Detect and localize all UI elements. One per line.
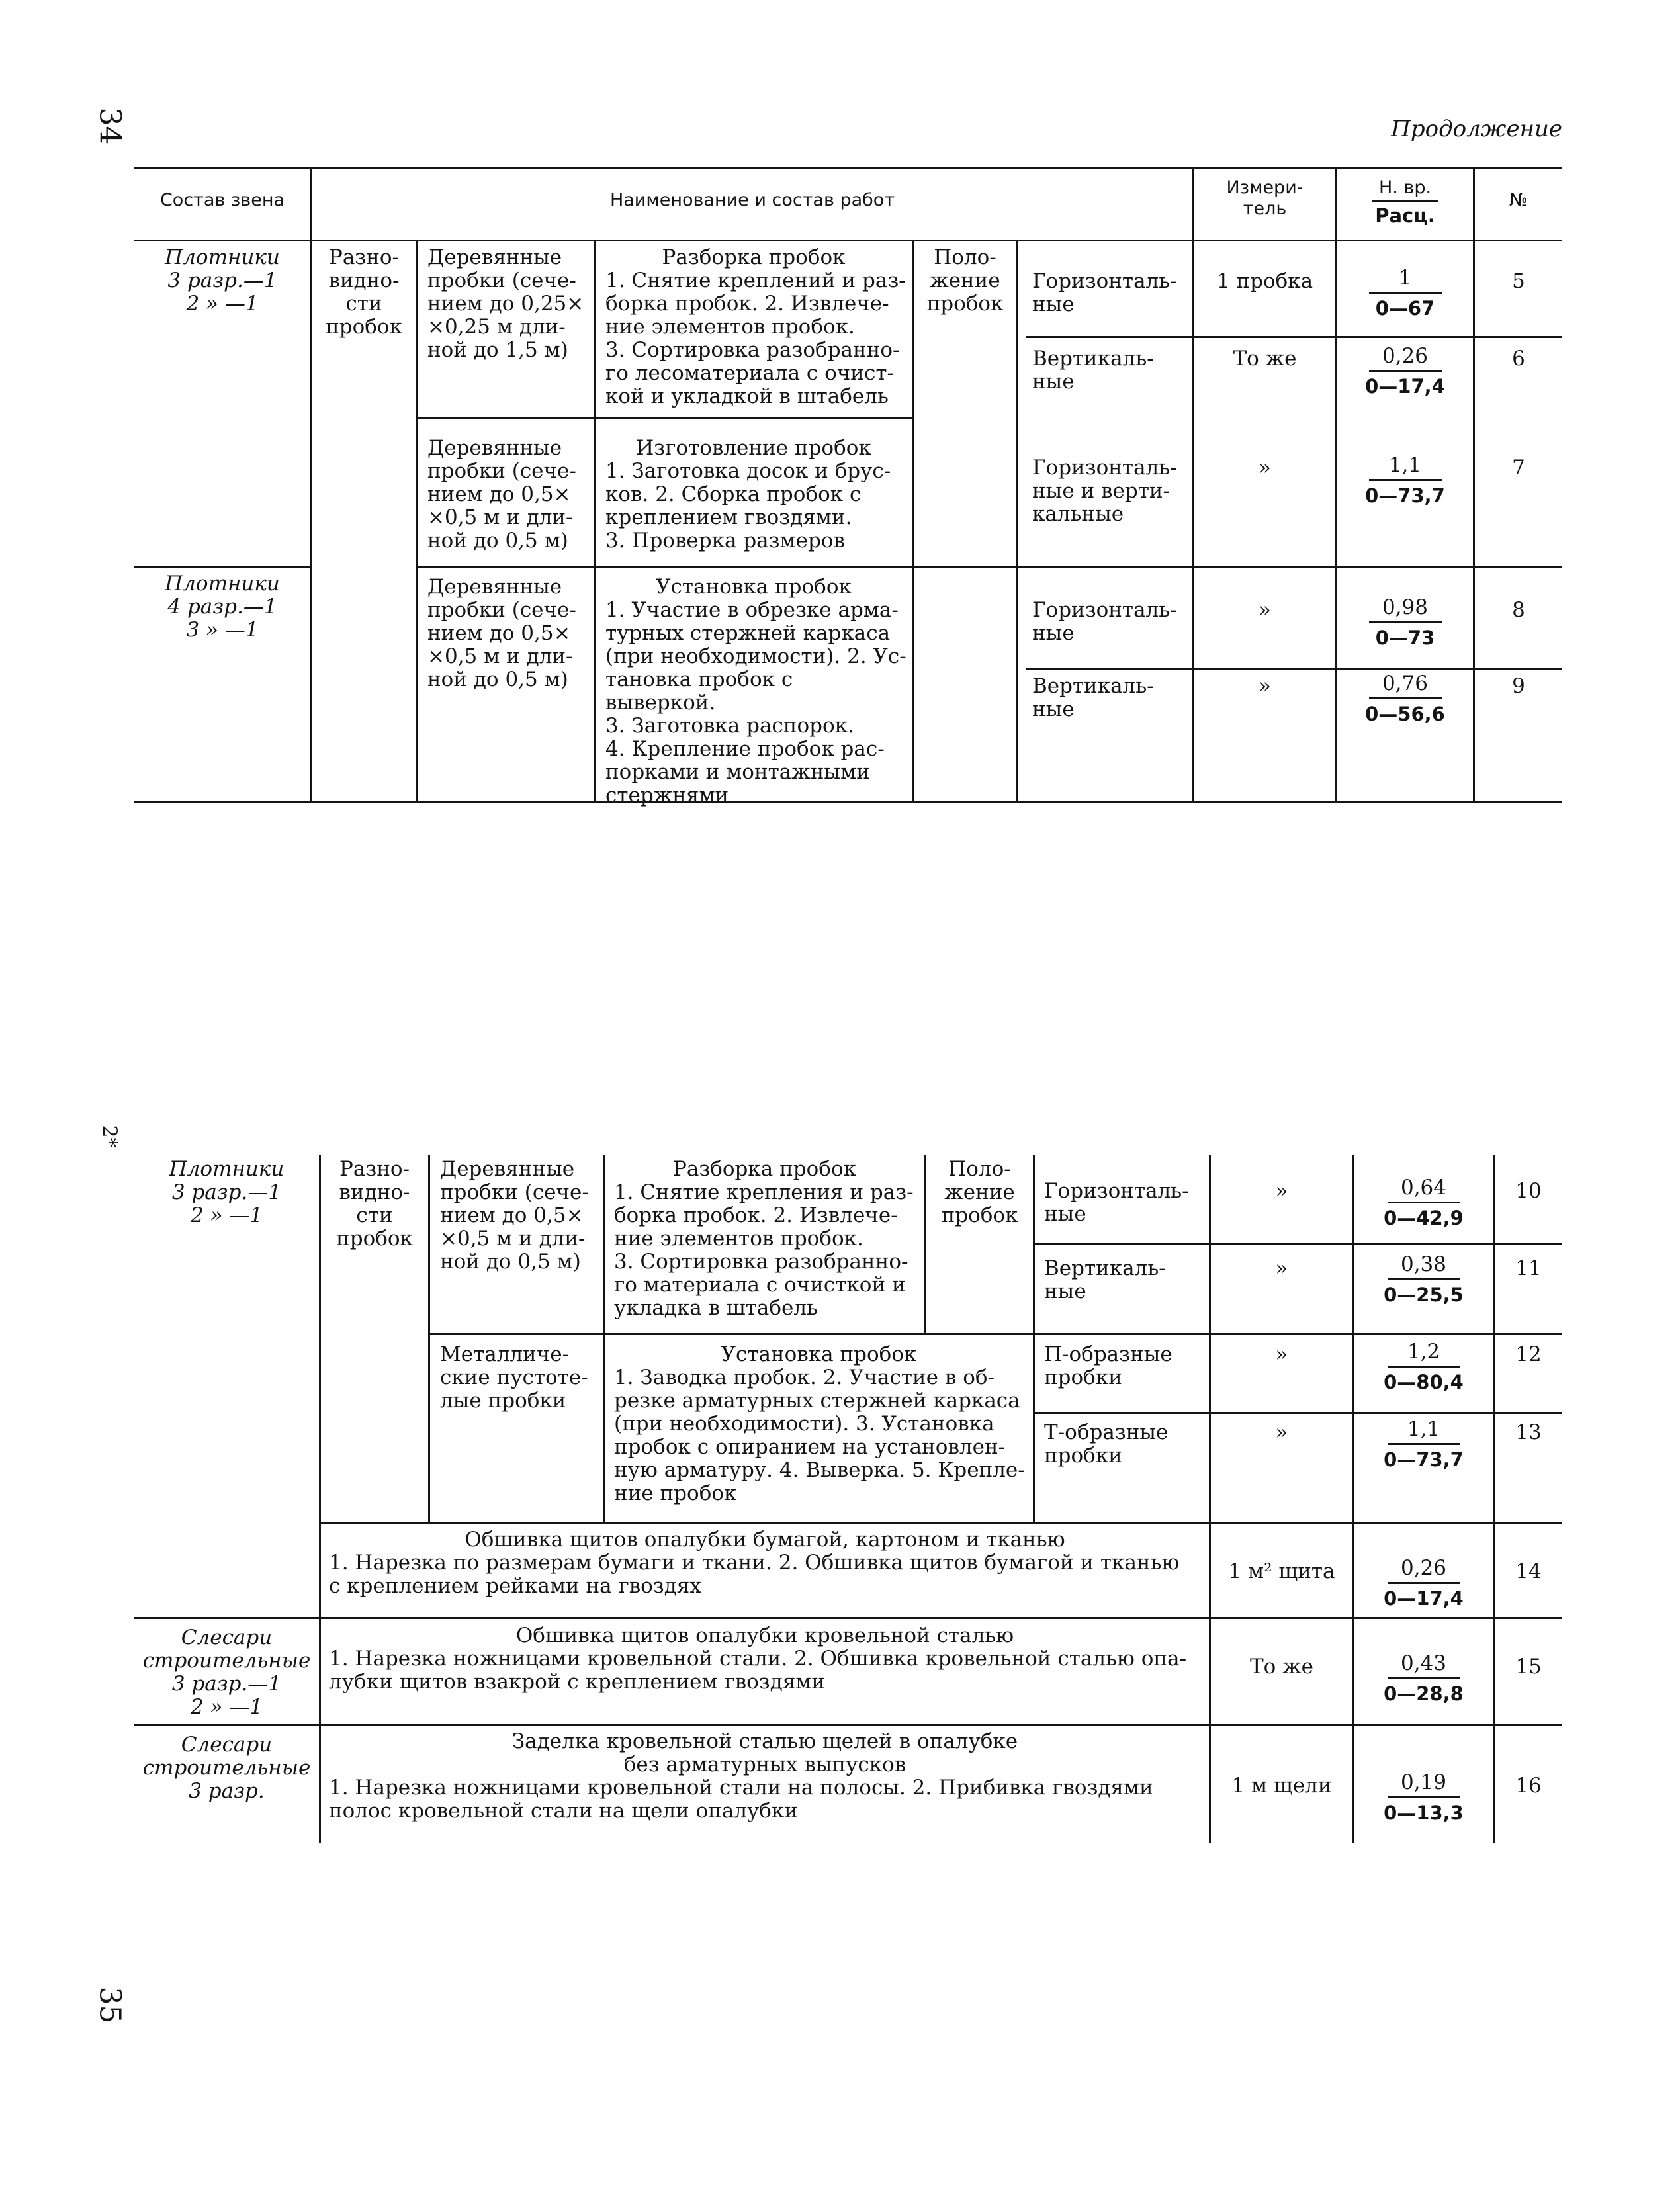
plug-b: Деревянные пробки (сече- нием до 0,5× ×0,5 м и дли- ной до 0,5 м) xyxy=(427,436,576,552)
work-c-title: Установка пробок xyxy=(656,575,852,599)
work-c-text: 1. Участие в обрезке арма- турных стержней каркаса (при необходимости). 2. Ус- тановка пробок с выверкой. 3. Заготовка распорок. 4. Крепление пробок рас- порками и монтажными стержнями xyxy=(605,598,906,807)
pos-row-8: Горизонталь- ные xyxy=(1032,598,1177,645)
plug2-b: Металличе- ские пустоте- лые пробки xyxy=(440,1342,588,1413)
norm-row-5: 1 0—67 xyxy=(1337,266,1473,320)
work2-a-text: 1. Снятие крепления и раз- борка пробок. 2. Извлече- ние элементов пробок. 3. Сортировка разобранно- го материала с очисткой и укладка в штабель xyxy=(614,1180,914,1320)
norm-row-11: 0,38 0—25,5 xyxy=(1384,1252,1464,1306)
unit-row-13: » xyxy=(1275,1421,1288,1444)
plug-c: Деревянные пробки (сече- нием до 0,5× ×0,5 м и дли- ной до 0,5 м) xyxy=(427,575,576,691)
pos-row-9: Вертикаль- ные xyxy=(1032,674,1154,721)
norm-row-9: 0,76 0—56,6 xyxy=(1365,672,1445,725)
work2-e-title: Заделка кровельной сталью щелей в опалубке без арматурных выпусков xyxy=(511,1729,1018,1776)
unit-row-12: » xyxy=(1275,1342,1288,1366)
variety2-label: Разно- видно- сти пробок xyxy=(336,1157,413,1250)
continuation-label: Продолжение xyxy=(1391,116,1562,142)
work2-a-title: Разборка пробок xyxy=(672,1157,856,1181)
unit-row-9: » xyxy=(1259,674,1271,698)
norm-row-6: 0,26 0—17,4 xyxy=(1365,344,1445,398)
unit-row-11: » xyxy=(1275,1256,1288,1280)
num-row-14: 14 xyxy=(1515,1559,1542,1583)
plug-a: Деревянные пробки (сече- нием до 0,25× ×0,25 м дли- ной до 1,5 м) xyxy=(427,245,584,362)
header-work: Наименование и состав работ xyxy=(609,190,895,210)
unit-row-16: 1 м щели xyxy=(1231,1774,1332,1798)
unit-row-6: То же xyxy=(1233,347,1297,371)
unit-row-14: 1 м² щита xyxy=(1228,1559,1335,1583)
pos-row-12: П-образные пробки xyxy=(1044,1342,1172,1389)
num-row-8: 8 xyxy=(1512,598,1525,622)
unit-row-10: » xyxy=(1275,1179,1288,1203)
num-row-11: 11 xyxy=(1515,1256,1542,1280)
work2-b-title: Установка пробок xyxy=(721,1342,917,1366)
work2-d-title: Обшивка щитов опалубки кровельной сталью xyxy=(515,1624,1014,1647)
crew-a: Плотники 3 разр.—1 2 » —1 xyxy=(165,245,280,316)
unit-row-5: 1 пробка xyxy=(1216,269,1313,293)
header-unit: Измери- тель xyxy=(1226,177,1304,219)
norm-row-7: 1,1 0—73,7 xyxy=(1365,453,1445,507)
work-b-title: Изготовление пробок xyxy=(636,436,871,460)
crew2-a: Плотники 3 разр.—1 2 » —1 xyxy=(169,1157,285,1227)
norm-row-8: 0,98 0—73 xyxy=(1337,595,1473,650)
norm-row-12: 1,2 0—80,4 xyxy=(1384,1340,1464,1393)
norm-row-10: 0,64 0—42,9 xyxy=(1384,1176,1464,1229)
num-row-13: 13 xyxy=(1515,1421,1542,1444)
norm-row-16: 0,19 0—13,3 xyxy=(1384,1771,1464,1824)
num-row-16: 16 xyxy=(1515,1774,1542,1798)
header-crew: Состав звена xyxy=(159,190,285,210)
page-number-bottom: 35 xyxy=(93,1986,127,2024)
header-num: № xyxy=(1509,190,1528,210)
work2-e-text: 1. Нарезка ножницами кровельной стали на полосы. 2. Прибивка гвоздями полос кровельной стали на щели опалубки xyxy=(329,1776,1153,1823)
pos-row-5: Горизонталь- ные xyxy=(1032,269,1177,316)
page-number-top: 34 xyxy=(93,107,127,145)
crew-b: Плотники 4 разр.—1 3 » —1 xyxy=(165,572,280,642)
num-row-5: 5 xyxy=(1512,269,1525,293)
pos-row-6: Вертикаль- ные xyxy=(1032,347,1154,394)
num-row-12: 12 xyxy=(1515,1342,1542,1366)
unit-row-15: То же xyxy=(1249,1655,1314,1679)
norm-row-14: 0,26 0—17,4 xyxy=(1384,1556,1464,1610)
num-row-7: 7 xyxy=(1512,456,1525,480)
variety-label: Разно- видно- сти пробок xyxy=(326,245,402,339)
work2-c-text: 1. Нарезка по размерам бумаги и ткани. 2. Обшивка щитов бумагой и тканью с креплением рейками на гвоздях xyxy=(329,1551,1180,1598)
unit-row-7: » xyxy=(1259,456,1271,480)
num-row-9: 9 xyxy=(1512,674,1525,698)
work-a-text: 1. Снятие креплений и раз- борка пробок. 2. Извлече- ние элементов пробок. 3. Сортировка разобранно- го лесоматериала с очист- кой и укладкой в штабель xyxy=(605,269,906,408)
position-label: Поло- жение пробок xyxy=(926,245,1004,316)
work-b-text: 1. Заготовка досок и брус- ков. 2. Сборка пробок с креплением гвоздями. 3. Проверка размеров xyxy=(605,459,891,552)
unit-row-8: » xyxy=(1259,598,1271,622)
sheet-mark: 2* xyxy=(97,1125,121,1148)
pos-row-13: Т-образные пробки xyxy=(1044,1421,1169,1467)
pos-row-11: Вертикаль- ные xyxy=(1044,1256,1166,1303)
work2-c-title: Обшивка щитов опалубки бумагой, картоном и тканью xyxy=(464,1528,1065,1552)
num-row-10: 10 xyxy=(1515,1179,1542,1203)
norm-row-15: 0,43 0—28,8 xyxy=(1384,1651,1464,1705)
plug2-a: Деревянные пробки (сече- нием до 0,5× ×0,5 м и дли- ной до 0,5 м) xyxy=(440,1157,589,1274)
header-norm: Н. вр. Расц. xyxy=(1337,177,1473,226)
num-row-15: 15 xyxy=(1515,1655,1542,1679)
position2-label: Поло- жение пробок xyxy=(941,1157,1018,1227)
pos-row-10: Горизонталь- ные xyxy=(1044,1179,1189,1226)
num-row-6: 6 xyxy=(1512,347,1525,371)
work-a-title: Разборка пробок xyxy=(662,245,846,269)
crew2-b: Слесари строительные 3 разр.—1 2 » —1 xyxy=(142,1626,311,1719)
work2-d-text: 1. Нарезка ножницами кровельной стали. 2. Обшивка кровельной сталью опа- лубки щитов взакрой с креплением гвоздями xyxy=(329,1647,1187,1694)
norm-row-13: 1,1 0—73,7 xyxy=(1384,1417,1464,1471)
pos-row-7: Горизонталь- ные и верти- кальные xyxy=(1032,456,1177,526)
crew2-c: Слесари строительные 3 разр. xyxy=(142,1733,311,1803)
work2-b-text: 1. Заводка пробок. 2. Участие в об- резке арматурных стержней каркаса (при необходимости). 3. Установка пробок с опиранием на установлен- ную арматуру. 4. Выверка. 5. Крепле- ние пробок xyxy=(614,1366,1025,1505)
